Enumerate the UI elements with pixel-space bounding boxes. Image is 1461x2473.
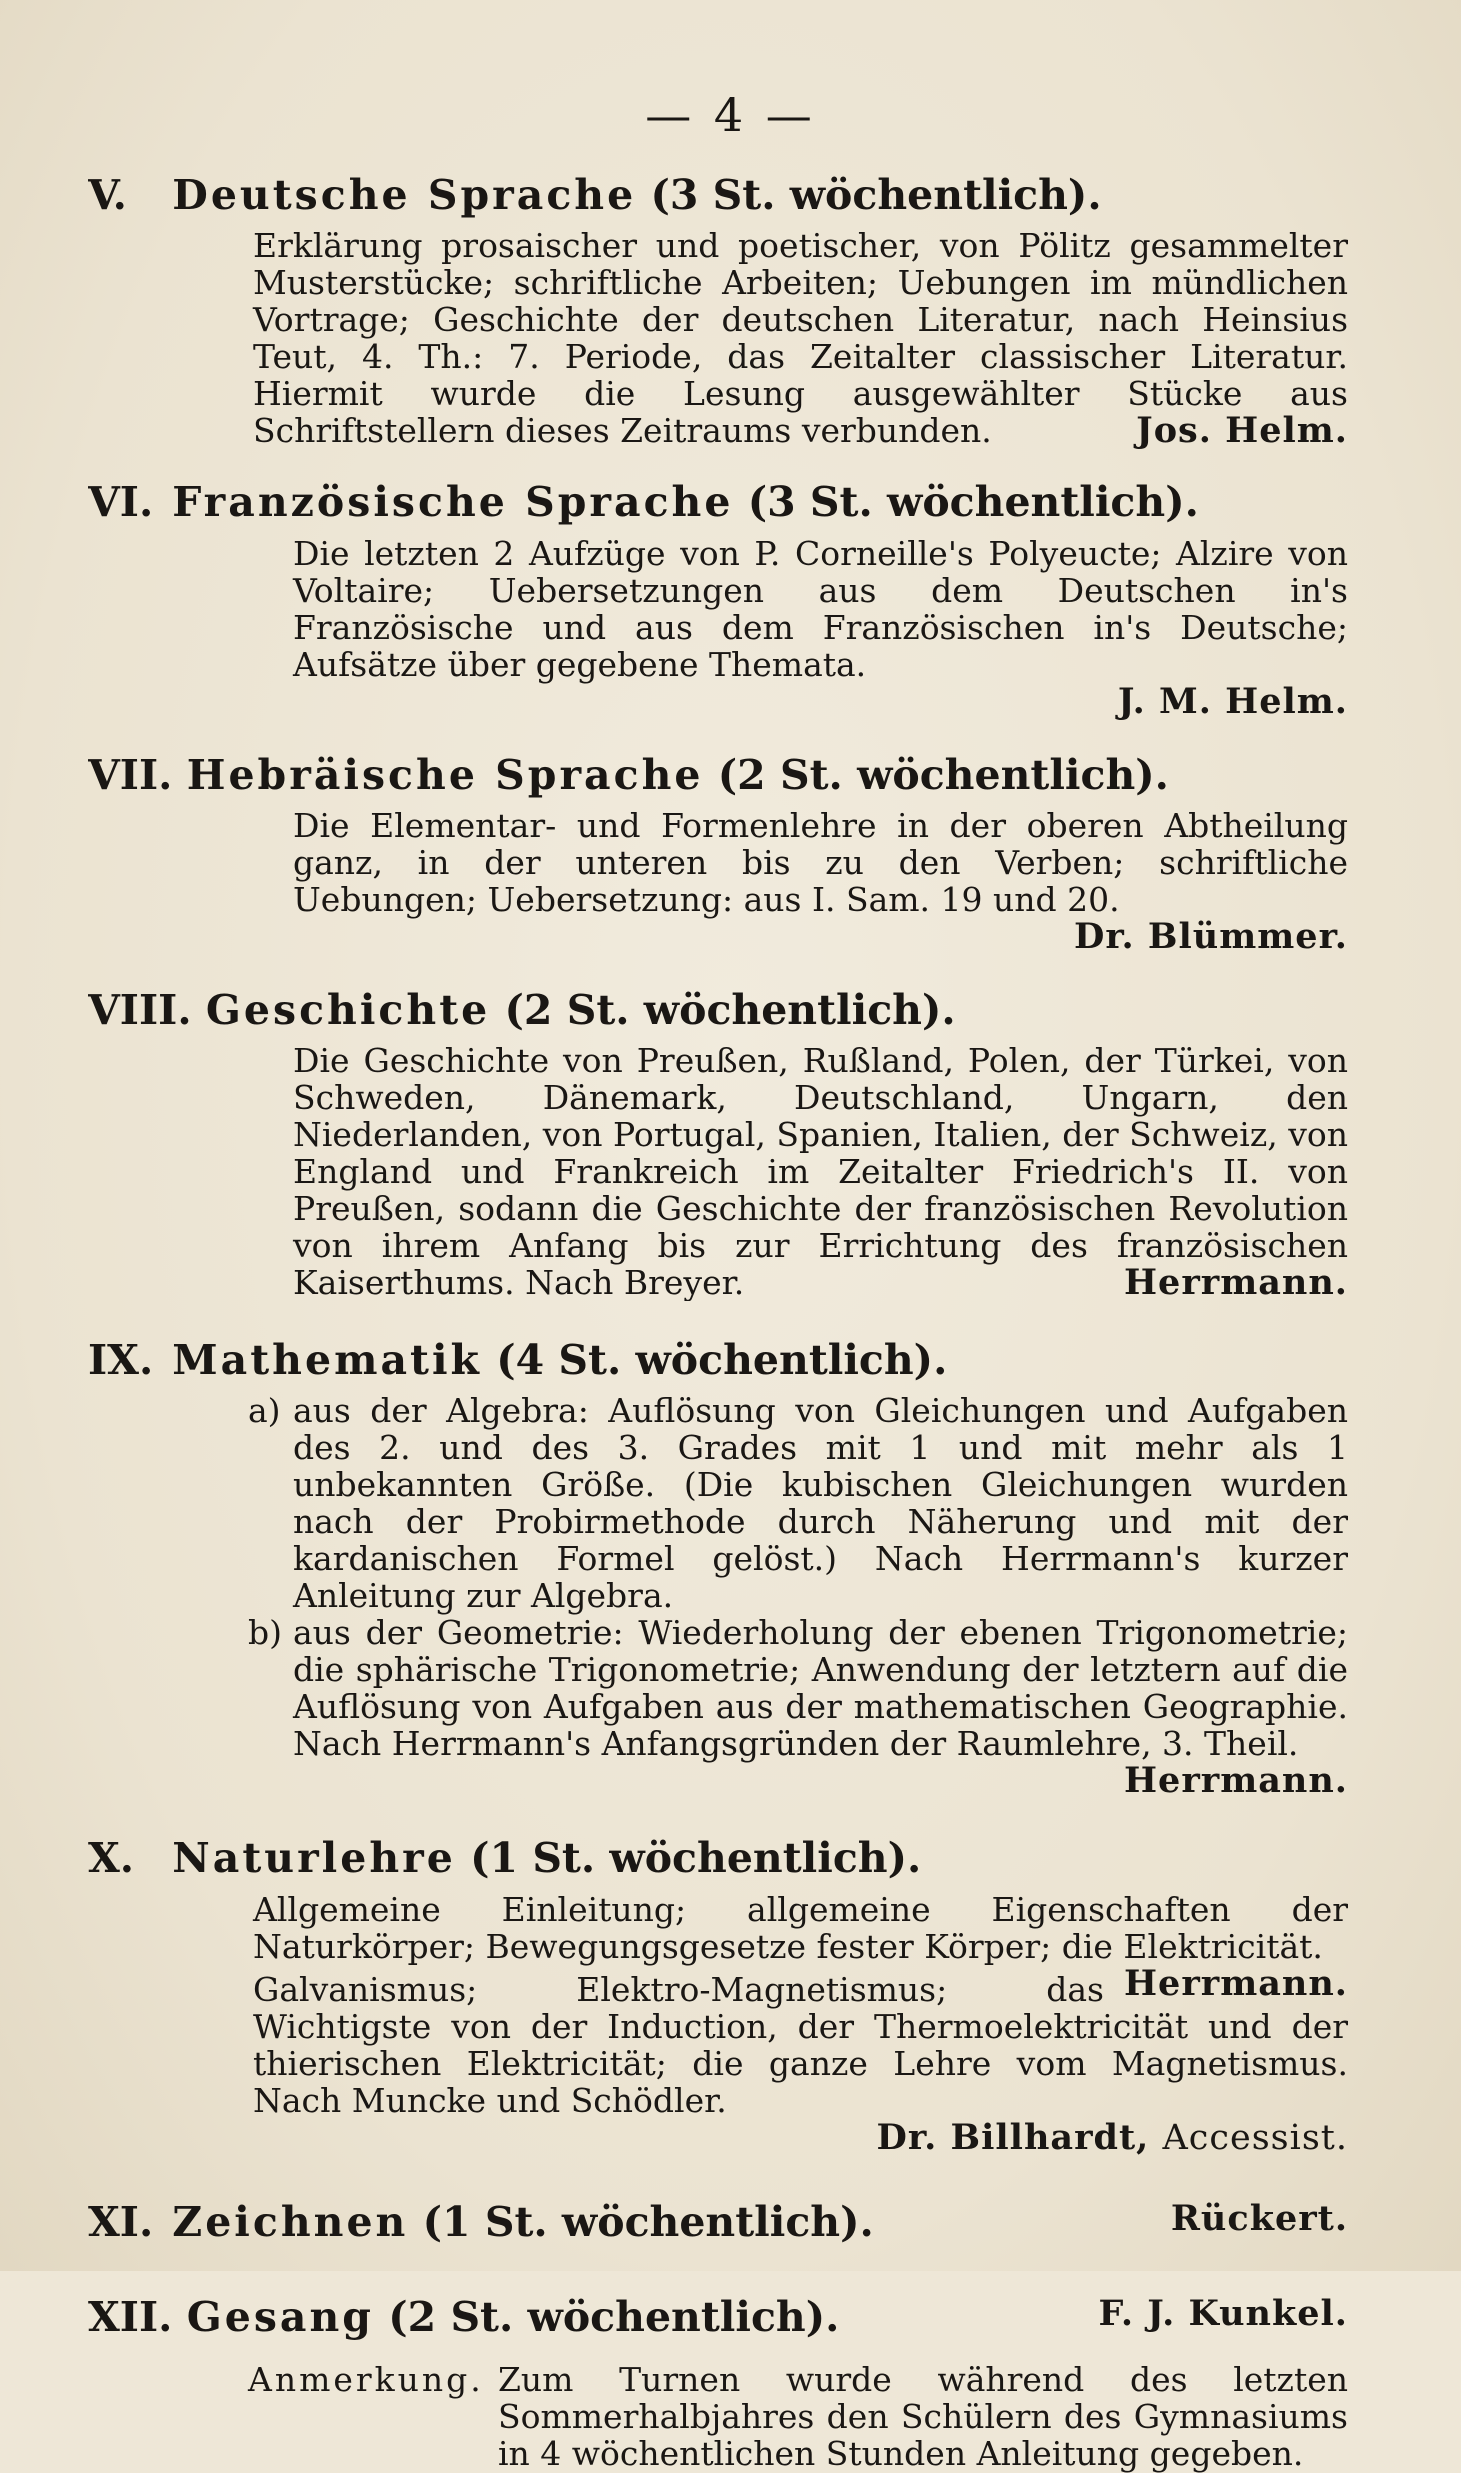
teacher-role: Accessist. xyxy=(1162,2117,1348,2157)
note-text: Zum Turnen wurde während des letzten Sommerhalbjahres den Schülern des Gymnasiums in 4 wöchentlichen Stunden Anleitung gegeben. xyxy=(498,2360,1348,2473)
section-hours: (1 St. wöchentlich). xyxy=(470,1834,922,1883)
section-heading xyxy=(88,477,1348,528)
subsection-text: aus der Algebra: Auflösung von Gleichungen und Aufgaben des 2. und des 3. Grades mit 1 und mit mehr als 1 unbekannten Größe. (Die kubischen Gleichungen wurden nach der Probirmethode durch Näherung und mit der kardanischen Formel gelöst.) Nach Herrmann's kurzer Anleitung zur Algebra. xyxy=(293,1391,1348,1616)
subsection-algebra xyxy=(88,1392,1348,1614)
section-hours: (4 St. wöchentlich). xyxy=(496,1336,948,1384)
teacher-name: Herrmann. xyxy=(1123,1760,1348,1800)
section-hebrew xyxy=(88,750,1348,955)
page-number: — 4 — xyxy=(645,88,816,142)
section-text: Die Elementar- und Formenlehre in der oberen Abtheilung ganz, in der unteren bis zu den Verben; schriftliche Uebungen; Uebersetzung: aus I. Sam. 19 und 20. Dr. Blümmer. xyxy=(293,805,1348,955)
section-mathematics xyxy=(88,1335,1348,1799)
subsection-label: a) xyxy=(248,1391,281,1431)
section-subject: Hebräische Sprache xyxy=(186,750,704,799)
section-singing xyxy=(88,2292,1348,2343)
teacher-name: Dr. Blümmer. xyxy=(1073,915,1348,955)
section-number: XI. xyxy=(88,2197,154,2246)
section-hours: (3 St. wöchentlich). xyxy=(650,171,1102,219)
section-text: Die letzten 2 Aufzüge von P. Corneille's Polyeucte; Alzire von Voltaire; Uebersetzungen aus dem Deutschen in's Französische und aus dem Französischen in's Deutsche; Aufsätze über gegebene Themata. J. M. Helm. xyxy=(293,533,1348,720)
section-text: Die Geschichte von Preußen, Rußland, Polen, der Türkei, von Schweden, Dänemark, Deutschland, Ungarn, den Niederlanden, von Portugal, Spanien, Italien, der Schweiz, von England und Frankreich im Zeitalter Friedrich's II. von Preußen, sodann die Geschichte der französischen Revolution von ihrem Anfang bis zur Errichtung des französischen Kaiserthums. Nach Breyer. Herrmann. xyxy=(293,1041,1348,1301)
section-physics xyxy=(88,1833,1348,2156)
section-drawing xyxy=(88,2197,1348,2248)
section-french xyxy=(88,477,1348,719)
section-heading xyxy=(88,750,1348,801)
section-number: VI. xyxy=(88,478,154,527)
section-number: X. xyxy=(88,1834,135,1883)
section-heading xyxy=(88,1335,1348,1386)
section-subject: Geschichte xyxy=(205,985,491,1034)
subsection-geometry xyxy=(88,1614,1348,1799)
section-number: V. xyxy=(88,171,127,219)
section-hours: (3 St. wöchentlich). xyxy=(747,478,1199,527)
section-number: VIII. xyxy=(88,985,192,1034)
teacher-name: Herrmann. xyxy=(1123,1962,1348,2004)
section-heading xyxy=(88,170,1348,221)
teacher-name: Rückert. xyxy=(1170,2197,1348,2239)
section-number: XII. xyxy=(88,2292,173,2341)
section-subject: Zeichnen xyxy=(172,2197,409,2246)
section-subject: Gesang xyxy=(186,2292,374,2341)
section-text: Erklärung prosaischer und poetischer, von Pölitz gesammelter Musterstücke; schriftliche Arbeiten; Uebungen im mündlichen Vortrage; Geschichte der deutschen Literatur, nach Heinsius Teut, 4. Th.: 7. Periode, das Zeitalter classischer Literatur. Hiermit wurde die Lesung ausgewählter Stücke aus Schriftstellern dieses Zeitraums verbunden. Jos. Helm. xyxy=(253,226,1348,450)
section-hours: (2 St. wöchentlich). xyxy=(504,985,956,1034)
section-subject: Mathematik xyxy=(172,1336,482,1384)
section-hours: (2 St. wöchentlich). xyxy=(717,750,1169,799)
section-hours: (2 St. wöchentlich). xyxy=(388,2292,840,2341)
section-subject: Naturlehre xyxy=(172,1834,456,1883)
teacher-name: J. M. Helm. xyxy=(1117,680,1348,720)
teacher-name: F. J. Kunkel. xyxy=(1098,2292,1348,2334)
subsection-label: b) xyxy=(248,1613,282,1653)
section-heading xyxy=(88,985,1348,1036)
section-subject: Französische Sprache xyxy=(172,478,734,527)
section-hours: (1 St. wöchentlich). xyxy=(422,2197,874,2246)
teacher-name: Herrmann. xyxy=(1123,1262,1348,1301)
section-heading xyxy=(88,2292,1348,2343)
section-number: VII. xyxy=(88,750,173,799)
note-label: Anmerkung. xyxy=(248,2360,484,2399)
section-text-2: Galvanismus; Elektro-Magnetismus; das Wichtigste von der Induction, der Thermoelektricität und der thierischen Elektricität; die ganze Lehre vom Magnetismus. Nach Muncke und Schödler. Dr. Billhardt, Accessist. xyxy=(253,1969,1348,2157)
section-text: Allgemeine Einleitung; allgemeine Eigenschaften der Naturkörper; Bewegungsgesetze fester Körper; die Elektricität. Herrmann. xyxy=(253,1889,1348,2004)
teacher-name: Jos. Helm. xyxy=(1136,410,1348,450)
section-heading xyxy=(88,1833,1348,1884)
curriculum-content xyxy=(88,170,1348,2472)
note xyxy=(88,2361,1348,2472)
section-number: IX. xyxy=(88,1336,154,1384)
section-german xyxy=(88,170,1348,449)
section-history xyxy=(88,985,1348,1301)
teacher-name-2: Dr. Billhardt, Accessist. xyxy=(876,2116,1348,2157)
section-heading xyxy=(88,2197,1348,2248)
section-subject: Deutsche Sprache xyxy=(172,171,637,219)
subsection-text: aus der Geometrie: Wiederholung der ebenen Trigonometrie; die sphärische Trigonometrie; Anwendung der letztern auf die Auflösung von Aufgaben aus der mathematischen Geographie. Nach Herrmann's Anfangsgründen der Raumlehre, 3. Theil. Herrmann. xyxy=(293,1613,1348,1800)
